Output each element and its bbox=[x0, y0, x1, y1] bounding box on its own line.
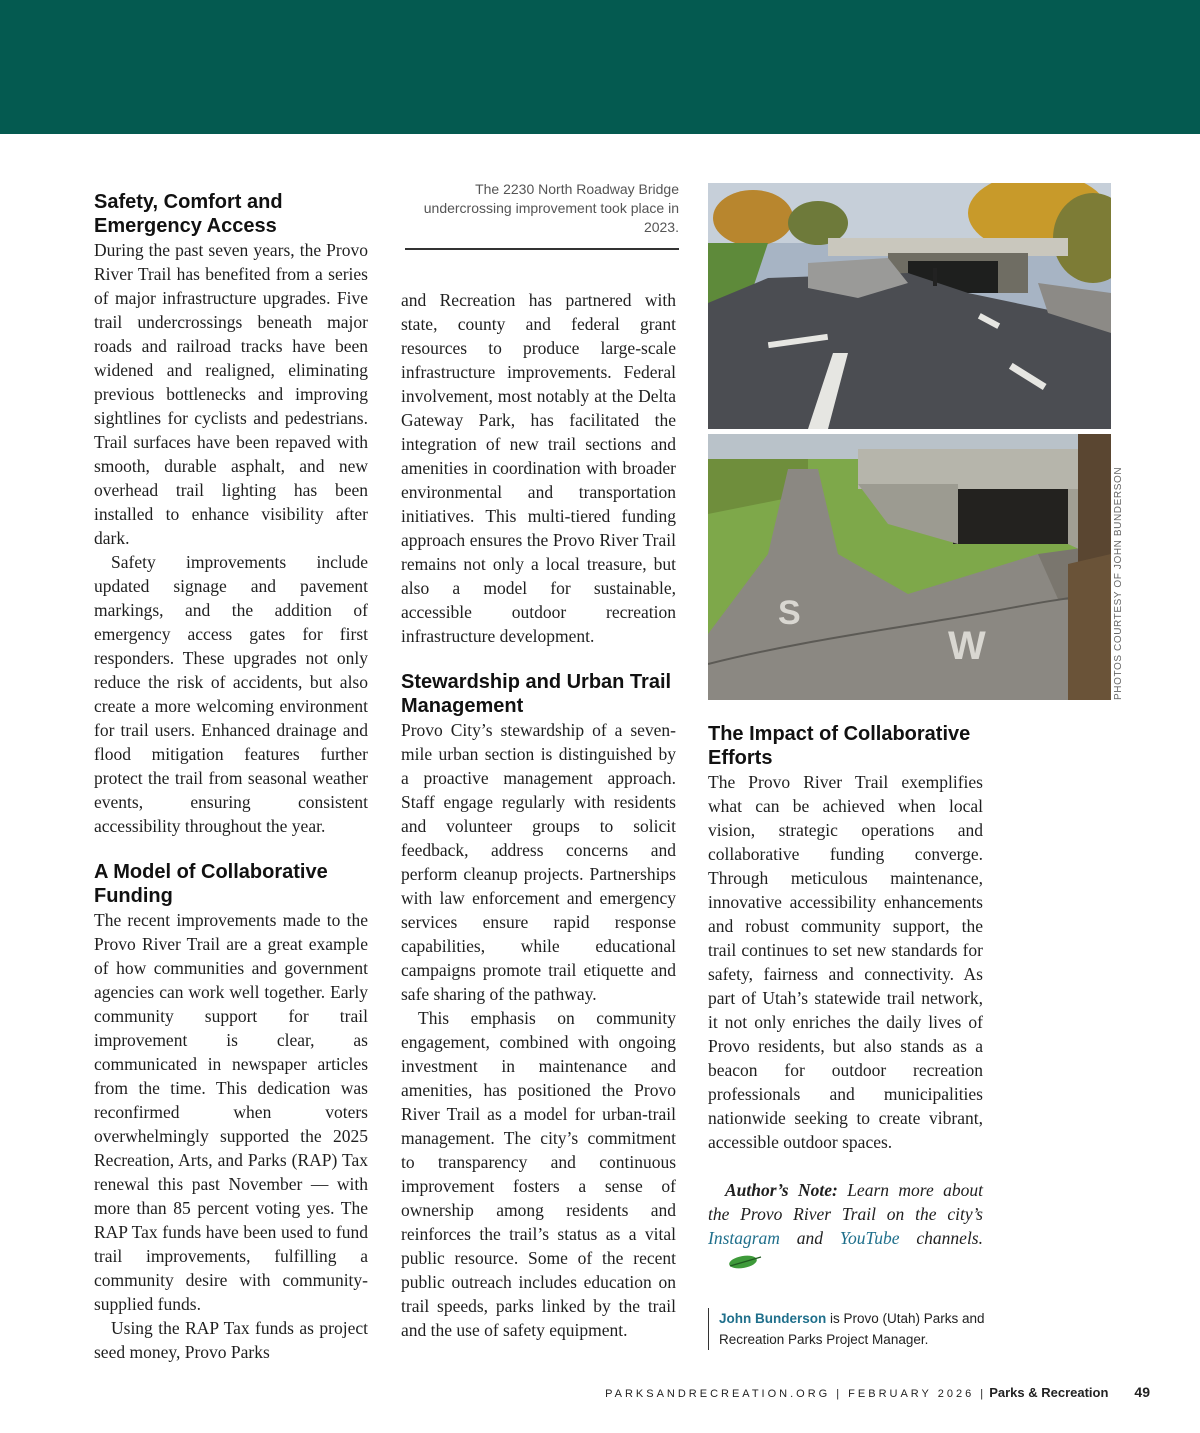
page-number: 49 bbox=[1134, 1384, 1150, 1400]
note-end: channels. bbox=[899, 1228, 983, 1248]
note-and: and bbox=[779, 1228, 840, 1248]
footer bbox=[600, 1384, 1150, 1400]
paragraph: Safety improvements include updated signage and pavement markings, and the addition of emergency access gates for first responders. These upgrades not only reduce the risk of accidents, but also create a more welcoming environment for trail users. Enhanced drainage and flood mitigation features further protect the trail from seasonal weather events, ensuring consistent accessibility throughout the year. bbox=[94, 552, 368, 836]
heading-impact: The Impact of Collaborative Efforts bbox=[708, 723, 971, 769]
caption-divider bbox=[405, 248, 679, 250]
paragraph: During the past seven years, the Provo River Trail has benefited from a series of major infrastructure upgrades. Five trail undercrossings beneath major roads and railroad tracks have been widened and realigned, eliminating previous bottlenecks and improving sightlines for cyclists and pedestrians. Trail surfaces have been repaved with smooth, durable asphalt, and new overhead trail lighting has been installed to enhance visibility after dark. bbox=[94, 240, 368, 548]
photo-caption: The 2230 North Roadway Bridge undercrossing improvement took place in 2023. bbox=[423, 181, 679, 235]
paragraph: and Recreation has partnered with state, county and federal grant resources to produce large-scale infrastructure improvements. Federal involvement, most notably at the Delta Gateway Park, has facilitated the integration of new trail sections and amenities in coordination with broader environmental and transportation initiatives. This multi-tiered funding approach ensures the Provo River Trail remains not only a local treasure, but also a model for sustainable, accessible outdoor recreation infrastructure development. bbox=[401, 290, 676, 646]
trail-photo-top bbox=[708, 183, 1111, 429]
paragraph: This emphasis on community engagement, combined with ongoing investment in maintenance and amenities, has positioned the Provo River Trail as a model for urban-trail management. The city’s commitment to transparency and continuous improvement fosters a sense of ownership among residents and reinforces the trail’s status as a vital public resource. Some of the recent public outreach includes education on trail speeds, parks linked by the trail and the use of safety equipment. bbox=[401, 1008, 676, 1340]
column-left bbox=[94, 190, 368, 1364]
author-bio-text: is Provo (Utah) Parks and Recreation Parks Project Manager. bbox=[719, 1311, 985, 1347]
paragraph: Provo City’s stewardship of a seven-mile urban section is distinguished by a proactive management approach. Staff engage regularly with residents and volunteer groups to solicit feedback, address concerns and perform cleanup projects. Partnerships with law enforcement and emergency services ensure rapid response capabilities, while educational campaigns promote trail etiquette and safe sharing of the pathway. bbox=[401, 720, 676, 1004]
svg-text:W: W bbox=[948, 624, 986, 668]
svg-text:S: S bbox=[778, 594, 801, 632]
author-name: John Bunderson bbox=[719, 1311, 827, 1326]
column-right bbox=[708, 722, 983, 1276]
header-band bbox=[0, 0, 1200, 134]
footer-site: PARKSANDRECREATION.ORG | FEBRUARY 2026 | bbox=[605, 1388, 987, 1400]
note-text: Learn more about the Provo River Trail on the city’s bbox=[708, 1180, 983, 1224]
column-middle bbox=[401, 288, 676, 1342]
footer-magazine: Parks & Recreation bbox=[989, 1385, 1109, 1400]
leaf-icon bbox=[711, 1252, 762, 1276]
authors-note bbox=[708, 1178, 983, 1276]
note-label: Author’s Note: bbox=[725, 1180, 838, 1200]
heading-stewardship: Stewardship and Urban Trail Management bbox=[401, 671, 672, 717]
author-bio bbox=[708, 1308, 988, 1350]
youtube-link[interactable]: YouTube bbox=[839, 1228, 900, 1248]
paragraph: The Provo River Trail exemplifies what can be achieved when local vision, strategic operations and collaborative funding converge. Through meticulous maintenance, innovative accessibility enhancements and robust community support, the trail continues to set new standards for safety, fairness and connectivity. As part of Utah’s statewide trail network, it not only enriches the daily lives of Provo residents, but also stands as a beacon for outdoor recreation professionals and municipalities nationwide seeking to create vibrant, accessible outdoor spaces. bbox=[708, 772, 983, 1152]
photo-credit: PHOTOS COURTESY OF JOHN BUNDERSON bbox=[1113, 466, 1124, 700]
heading-safety: Safety, Comfort and Emergency Access bbox=[94, 191, 283, 237]
instagram-link[interactable]: Instagram bbox=[708, 1228, 780, 1248]
paragraph: The recent improvements made to the Provo River Trail are a great example of how communities and government agencies can work well together. Early community support for trail improvement is clear, as communicated in newspaper articles from the time. This dedication was reconfirmed when voters overwhelmingly supported the 2025 Recreation, Arts, and Parks (RAP) Tax renewal this past November — with more than 85 percent voting yes. The RAP Tax funds have been used to fund trail improvements, fulfilling a community desire with community-supplied funds. bbox=[94, 910, 368, 1314]
paragraph: Using the RAP Tax funds as project seed money, Provo Parks bbox=[94, 1318, 368, 1362]
heading-funding: A Model of Collaborative Funding bbox=[94, 861, 328, 907]
trail-photo-bottom bbox=[708, 434, 1111, 700]
